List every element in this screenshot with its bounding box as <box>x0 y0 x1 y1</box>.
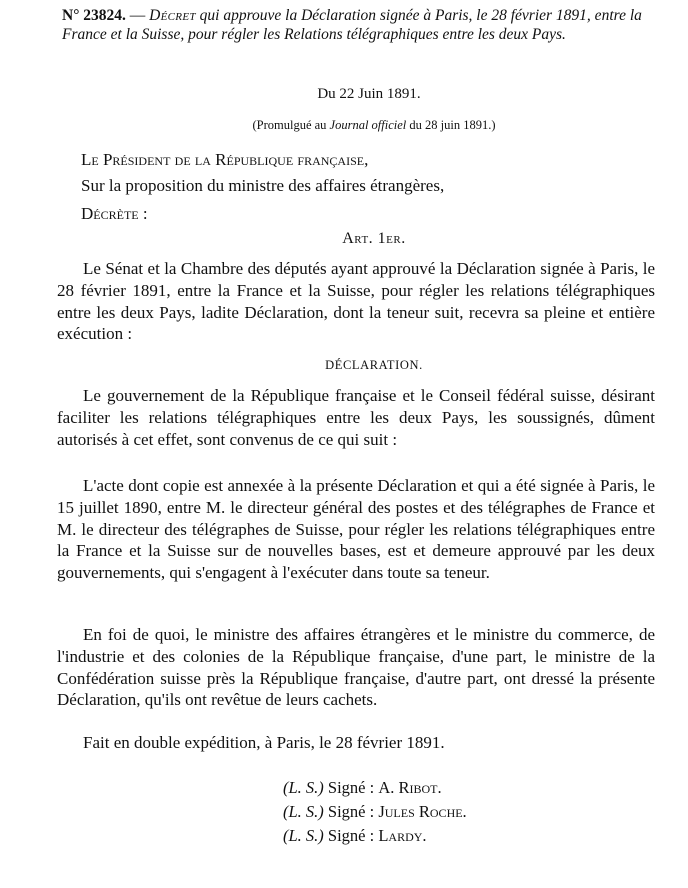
seal-mark: (L. S.) <box>283 802 324 821</box>
signatory-name: A. Ribot. <box>378 778 442 797</box>
proposition-line: Sur la proposition du ministre des affaires étrangères, <box>81 176 445 195</box>
decree-date: Du 22 Juin 1891. <box>317 86 421 102</box>
article-text: Le Sénat et la Chambre des députés ayant approuvé la Déclaration signée à Paris, le 28 février 1891, entre la France et la Suisse, pour régler les relations télégraphiques entre les deux Pays, ladite Déclaration, dont la teneur suit, recevra sa pleine et entière exécution : <box>57 259 655 344</box>
promulgation-prefix: (Promulgué au <box>252 118 330 132</box>
decree-word: Décret <box>149 7 196 24</box>
president-line: Le Président de la République française, <box>81 150 369 169</box>
signature-ribot <box>283 778 442 798</box>
decree-number: N° 23824. <box>62 7 126 24</box>
declaration-paragraph-2: L'acte dont copie est annexée à la présente Déclaration et qui a été signée à Paris, le 15 juillet 1890, entre M. le directeur général des postes et des télégraphes de France et M. le directeur des télégraphes de Suisse, pour régler les relations télégraphiques entre la France et la Suisse sur de nouvelles bases, est et demeure approuvé par les deux gouvernements, qui s'engagent à l'exécuter dans toute sa teneur. <box>57 476 655 583</box>
signe-label: Signé : <box>327 826 375 845</box>
signature-roche <box>283 802 467 822</box>
declaration-paragraph-3: En foi de quoi, le ministre des affaires étrangères et le ministre du commerce, de l'industrie et des colonies de la République française, d'une part, le ministre de la Confédération suisse près la République française, d'autre part, ont dressé la présente Déclaration, qu'ils ont revêtue de leurs cachets. <box>57 625 655 710</box>
signe-label: Signé : <box>327 778 375 797</box>
seal-mark: (L. S.) <box>283 826 324 845</box>
signatory-name: Jules Roche. <box>378 802 467 821</box>
declaration-paragraph-1: Le gouvernement de la République française et le Conseil fédéral suisse, désirant faciliter les relations télégraphiques entre les deux Pays, les soussignés, dûment autorisés à cet effet, sont convenus de ce qui suit : <box>57 386 655 449</box>
decree-header <box>62 6 662 44</box>
promulgation-suffix: du 28 juin 1891.) <box>406 118 496 132</box>
article-title: Art. 1er. <box>342 230 406 247</box>
declaration-paragraph-4: Fait en double expédition, à Paris, le 28 février 1891. <box>83 733 445 752</box>
promulgation-note <box>0 118 688 133</box>
declaration-title: DÉCLARATION. <box>325 358 423 372</box>
seal-mark: (L. S.) <box>283 778 324 797</box>
signatory-name: Lardy. <box>378 826 427 845</box>
journal-officiel: Journal officiel <box>329 118 407 132</box>
signe-label: Signé : <box>327 802 375 821</box>
signature-lardy <box>283 826 427 846</box>
decree-description: qui approuve la Déclaration signée à Paris, le 28 février 1891, entre la France et la Suisse, pour régler les Relations télégraphiques entre les deux Pays. <box>62 7 642 43</box>
decrete-line: Décrète : <box>81 204 148 223</box>
header-dash: — <box>125 7 150 24</box>
